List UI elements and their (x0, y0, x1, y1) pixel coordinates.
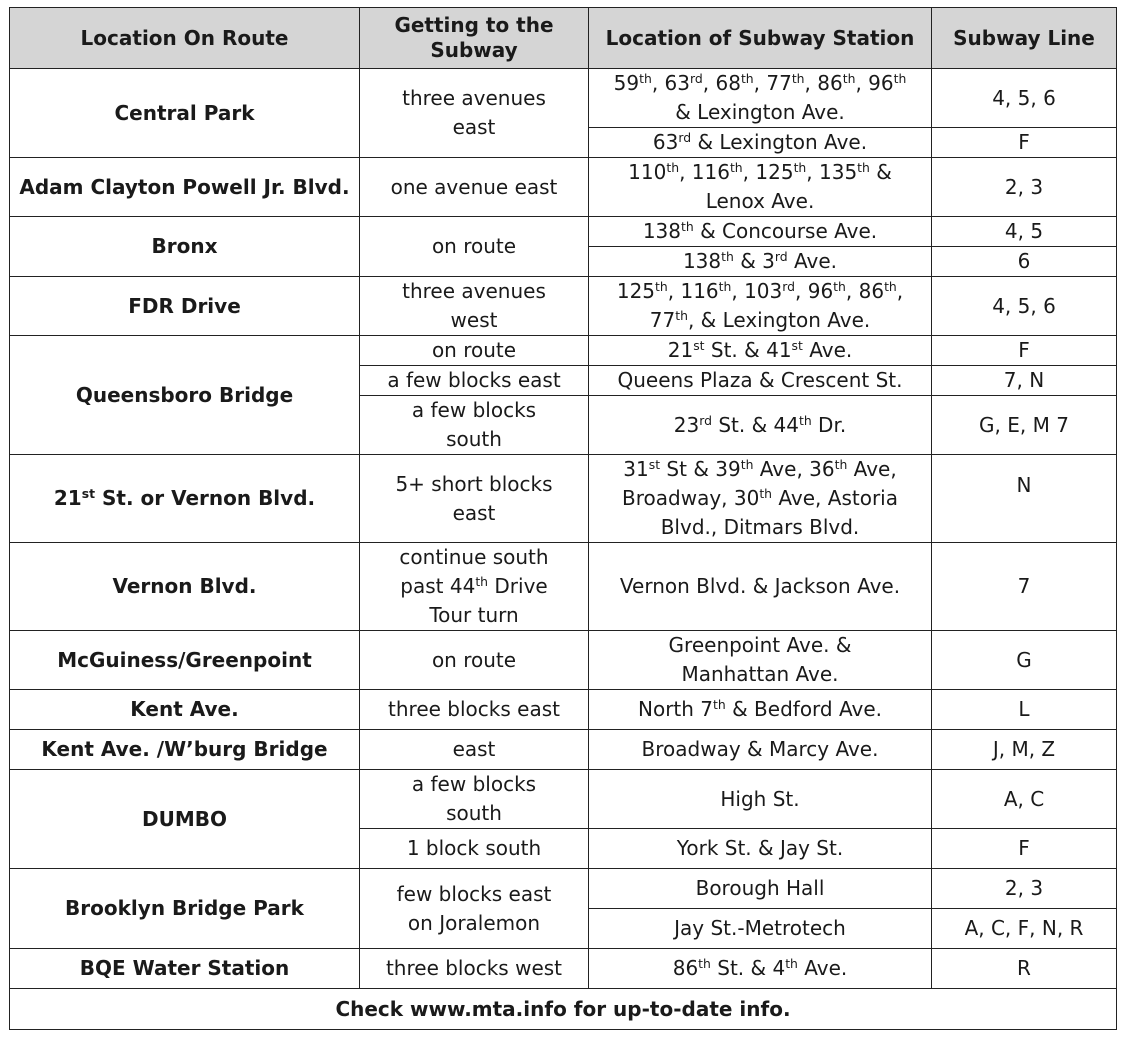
getting-cell: 5+ short blocks east (360, 455, 589, 543)
getting-cell: on route (360, 631, 589, 690)
getting-cell: a few blocks south (360, 396, 589, 455)
getting-cell: east (360, 730, 589, 770)
getting-cell: three avenues west (360, 277, 589, 336)
station-cell: 21st St. & 41st Ave. (589, 336, 932, 366)
line-cell: L (932, 690, 1117, 730)
getting-cell: three avenues east (360, 69, 589, 158)
header-row (10, 8, 1117, 69)
getting-cell: three blocks east (360, 690, 589, 730)
table-row (10, 543, 1117, 631)
table-row (10, 69, 1117, 128)
line-cell: 4, 5 (932, 217, 1117, 247)
line-cell: J, M, Z (932, 730, 1117, 770)
table-row (10, 690, 1117, 730)
getting-cell: a few blocks south (360, 770, 589, 829)
table-row (10, 158, 1117, 217)
station-cell: 86th St. & 4th Ave. (589, 949, 932, 989)
location-cell: DUMBO (10, 770, 360, 869)
table-row (10, 336, 1117, 366)
station-cell: 138th & Concourse Ave. (589, 217, 932, 247)
table-row (10, 631, 1117, 690)
line-cell: G, E, M 7 (932, 396, 1117, 455)
location-cell: BQE Water Station (10, 949, 360, 989)
location-cell: Brooklyn Bridge Park (10, 869, 360, 949)
station-cell: Borough Hall (589, 869, 932, 909)
station-cell: 63rd & Lexington Ave. (589, 128, 932, 158)
line-cell: R (932, 949, 1117, 989)
line-cell: F (932, 829, 1117, 869)
getting-cell: three blocks west (360, 949, 589, 989)
line-cell: G (932, 631, 1117, 690)
location-cell: Central Park (10, 69, 360, 158)
table-row (10, 217, 1117, 247)
line-cell: A, C, F, N, R (932, 909, 1117, 949)
getting-cell: 1 block south (360, 829, 589, 869)
station-cell: 31st St & 39th Ave, 36th Ave, Broadway, 30th Ave, Astoria Blvd., Ditmars Blvd. (589, 455, 932, 543)
station-cell: North 7th & Bedford Ave. (589, 690, 932, 730)
table-row (10, 277, 1117, 336)
location-cell: Adam Clayton Powell Jr. Blvd. (10, 158, 360, 217)
header-station: Location of Subway Station (589, 8, 932, 69)
line-cell: 7, N (932, 366, 1117, 396)
line-cell: 6 (932, 247, 1117, 277)
footer-row (10, 989, 1117, 1030)
location-cell: McGuiness/Greenpoint (10, 631, 360, 690)
line-cell: F (932, 336, 1117, 366)
location-cell: Bronx (10, 217, 360, 277)
station-cell: Jay St.-Metrotech (589, 909, 932, 949)
line-cell: F (932, 128, 1117, 158)
line-cell: 2, 3 (932, 869, 1117, 909)
station-cell: 138th & 3rd Ave. (589, 247, 932, 277)
header-line: Subway Line (932, 8, 1117, 69)
line-cell: 4, 5, 6 (932, 277, 1117, 336)
station-cell: Broadway & Marcy Ave. (589, 730, 932, 770)
getting-cell: continue south past 44th Drive Tour turn (360, 543, 589, 631)
header-location: Location On Route (10, 8, 360, 69)
station-cell: High St. (589, 770, 932, 829)
table-row (10, 730, 1117, 770)
getting-cell: on route (360, 336, 589, 366)
station-cell: York St. & Jay St. (589, 829, 932, 869)
line-cell: 7 (932, 543, 1117, 631)
subway-access-table (9, 7, 1117, 1030)
station-cell: Vernon Blvd. & Jackson Ave. (589, 543, 932, 631)
getting-cell: a few blocks east (360, 366, 589, 396)
table-row (10, 455, 1117, 543)
line-cell: A, C (932, 770, 1117, 829)
station-cell: Greenpoint Ave. & Manhattan Ave. (589, 631, 932, 690)
station-cell: 125th, 116th, 103rd, 96th, 86th, 77th, & Lexington Ave. (589, 277, 932, 336)
table-row (10, 949, 1117, 989)
location-cell: Vernon Blvd. (10, 543, 360, 631)
line-cell: 2, 3 (932, 158, 1117, 217)
table-row (10, 869, 1117, 909)
header-getting: Getting to the Subway (360, 8, 589, 69)
getting-cell: one avenue east (360, 158, 589, 217)
footer-note: Check www.mta.info for up-to-date info. (10, 989, 1117, 1030)
getting-cell: few blocks east on Joralemon (360, 869, 589, 949)
table-row (10, 770, 1117, 829)
line-cell: N (932, 455, 1117, 543)
location-cell: Kent Ave. /W’burg Bridge (10, 730, 360, 770)
getting-cell: on route (360, 217, 589, 277)
station-cell: 59th, 63rd, 68th, 77th, 86th, 96th & Lexington Ave. (589, 69, 932, 128)
line-cell: 4, 5, 6 (932, 69, 1117, 128)
location-cell: Queensboro Bridge (10, 336, 360, 455)
location-cell: FDR Drive (10, 277, 360, 336)
station-cell: 23rd St. & 44th Dr. (589, 396, 932, 455)
location-cell: Kent Ave. (10, 690, 360, 730)
station-cell: 110th, 116th, 125th, 135th & Lenox Ave. (589, 158, 932, 217)
station-cell: Queens Plaza & Crescent St. (589, 366, 932, 396)
location-cell: 21st St. or Vernon Blvd. (10, 455, 360, 543)
